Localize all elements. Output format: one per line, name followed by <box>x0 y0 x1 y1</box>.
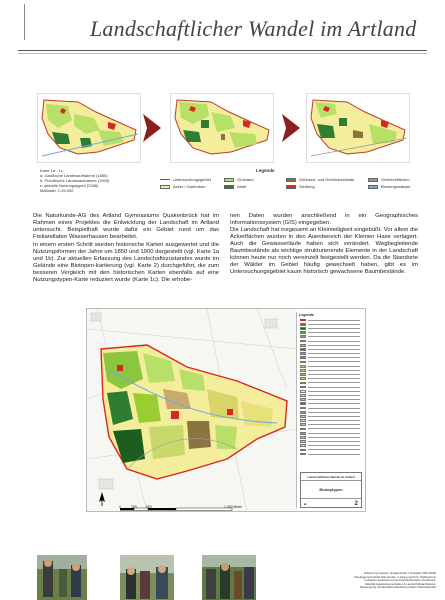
legend-swatch <box>300 377 306 380</box>
legend-swatch <box>300 444 306 447</box>
legend-swatch <box>300 335 306 338</box>
legend-swatch <box>286 178 296 182</box>
legend-swatch <box>160 185 170 189</box>
header-vertical-rule <box>24 4 25 40</box>
legend-swatch <box>300 340 306 343</box>
legend-label: Gebüsch- und Gehölzbestände <box>299 177 355 182</box>
legend-label: Acker / Gartenbau <box>173 184 206 189</box>
legend-swatch <box>300 344 306 347</box>
map-1a <box>37 93 141 163</box>
scale-label: 1.000 Meter <box>224 505 243 509</box>
credits-line: In Zusammenarbeit mit der Fachhochschule Osnabrück, <box>364 578 436 583</box>
legend-text-line <box>308 420 360 421</box>
legend-text-line <box>308 361 360 362</box>
legend-text-line <box>308 341 360 342</box>
legend-text-line <box>308 328 360 329</box>
legend-text-line <box>308 387 360 388</box>
page-title: Landschaftlicher Wandel im Artland <box>90 16 417 41</box>
title-underline-secondary <box>18 53 427 54</box>
legend-text-line <box>308 349 360 350</box>
legend-swatch <box>224 185 234 189</box>
legend-swatch <box>300 440 306 443</box>
legend-label: Wald <box>237 184 246 189</box>
legend-text-line <box>308 445 360 446</box>
legend-text-line <box>308 357 360 358</box>
legend-text-line <box>308 366 360 367</box>
caption-line: c: aktuelle Nutzungstypen (2006) <box>40 183 99 188</box>
legend-swatch <box>300 327 306 330</box>
legend-item <box>224 177 253 182</box>
legend-text-line <box>308 324 360 325</box>
legend-swatch <box>300 319 306 322</box>
credits-line: Artland Gymnasium Quakenbrück / Schuljahr 2007/2008 <box>363 571 436 575</box>
credits <box>318 572 436 590</box>
credits-line: Studiengang Landschaftsentwicklung (Martin Winkelbrandt) <box>359 585 436 590</box>
legend-item <box>160 177 211 182</box>
legend-swatch <box>300 369 306 372</box>
legend-swatch <box>160 179 170 180</box>
map-1b <box>170 93 274 163</box>
scale-label: 0 <box>119 505 121 509</box>
legend-swatch <box>300 402 306 405</box>
legend-text-line <box>308 449 360 450</box>
legend-text-line <box>308 454 360 455</box>
legend-swatch <box>300 394 306 397</box>
photo-fieldwork-1 <box>37 555 87 600</box>
legend-text-line <box>308 345 360 346</box>
credits-line: Fakultät Agrarwissenschaften & Landschaftsarchitektur, <box>364 581 436 586</box>
credits-line: Arbeitsgemeinschaft Naturkunde / Leitung durch R. Wellinghorst <box>353 574 436 579</box>
caption-line: a: Gaußsche Landesaufnahme (1850) <box>40 173 108 178</box>
legend-text-line <box>308 433 360 434</box>
legend-swatch <box>300 348 306 351</box>
legend-swatch <box>300 356 306 359</box>
caption-line: Maßstab: 1:15.000 <box>40 188 74 193</box>
legend-item <box>286 184 315 189</box>
arrow-right-icon <box>280 110 304 146</box>
biotope-map-drawing <box>87 309 297 512</box>
text-column-right <box>230 213 418 276</box>
legend-swatch <box>224 178 234 182</box>
legend-swatch <box>368 178 378 182</box>
legend-text-line <box>308 424 360 425</box>
biotope-legend-title: Legende <box>299 313 314 317</box>
legend-swatch <box>300 423 306 426</box>
map-title-box <box>300 472 362 508</box>
title-underline <box>18 50 427 51</box>
legend-text-line <box>308 408 360 409</box>
legend-swatch <box>300 411 306 414</box>
legend-swatch <box>300 365 306 368</box>
scale-label: 250 <box>131 505 137 509</box>
scale-bar <box>120 500 240 506</box>
legend-item <box>160 184 205 189</box>
legend-text-line <box>308 378 360 379</box>
logo-icon: ◆ <box>304 501 307 506</box>
legend-label: Untersuchungsgebiet <box>173 177 211 182</box>
legend-swatch <box>300 398 306 401</box>
title-box-body <box>301 481 361 499</box>
legend-swatch <box>300 415 306 418</box>
legend-text-line <box>308 332 360 333</box>
legend-swatch <box>300 323 306 326</box>
map-1c <box>306 93 410 163</box>
map-caption <box>40 168 109 193</box>
legend-text-line <box>308 382 360 383</box>
legend-text-line <box>308 416 360 417</box>
title-box-heading: Landschaftlicher Wandel im Artland <box>307 474 355 479</box>
paragraph: Die Naturkunde-AG des Artland Gymnasiums Quakenbrück hat im Rahmen eines Projektes die Entwicklung der Landschaft im Artland untersucht. Beispielhaft wurde dafür ein Gebiet rund um das Freilandlabor Wasserhausen bearbeitet. <box>33 213 219 241</box>
legend-text-line <box>308 336 360 337</box>
legend-item <box>368 184 411 189</box>
legend-text-line <box>308 370 360 371</box>
text-column-left <box>33 213 219 284</box>
legend-swatch <box>300 428 306 431</box>
legend-swatch <box>368 185 378 189</box>
legend-swatch <box>300 453 306 456</box>
scale-label: 500 <box>146 505 152 509</box>
legend-swatch <box>300 382 306 385</box>
legend-swatch <box>300 373 306 376</box>
legend-swatch <box>300 436 306 439</box>
title-box-footer <box>301 499 361 508</box>
legend-swatch <box>300 361 306 364</box>
paragraph: In einem ersten Schritt wurden historische Karten ausgewertet und die Nutzungsformen der Jahre um 1850 und 1900 dargestellt (vgl. Karte 1a und 1b). Zur aktuellen Erfassung des Landschaftszustandes wurde im Gelände eine Biotopen-kartierung (vgl. Karte 2) durchgeführt, die zum besseren Vergleich mit den historischen Karten ebenfalls auf eine Nutzungstypen-Karte reduziert wurde (Karte 1c). Die erhobe- <box>33 242 219 284</box>
caption-line: b: Preußische Landesaufnahme (1900) <box>40 178 110 183</box>
legend-text-line <box>308 320 360 321</box>
legend-text-line <box>308 395 360 396</box>
legend-label: Verkehrsflächen <box>381 177 410 182</box>
legend-text-line <box>308 428 360 429</box>
north-arrow-icon <box>99 492 105 506</box>
legend-swatch <box>300 419 306 422</box>
legend-swatch <box>300 386 306 389</box>
legend-text-line <box>308 353 360 354</box>
legend-text-line <box>308 403 360 404</box>
legend-label: Siedlung <box>299 184 315 189</box>
caption-line: Karte 1a - 1c <box>40 168 63 173</box>
legend-title: Legende <box>256 168 275 173</box>
legend-swatch <box>300 432 306 435</box>
legend-text-line <box>308 437 360 438</box>
title-box-header <box>301 473 361 481</box>
paragraph: Die Landschaft hat insgesamt an Kleinteiligkeit eingebüßt. Vor allem die Ackerflächen wurden in den Auenbereich der Kleinen Hase verlagert. Auch die Gewässerläufe haben sich verändert. Wegbegleitende Baumbestände als wichtige strukturierende Elemente in der Landschaft können heute nur noch vereinzelt festgestellt werden. Da die Standorte der Wälder im Gebiet häufig gewechselt haben, gibt es im Untersuchungsgebiet kaum historisch gewachsene Baumbestände. <box>230 227 418 276</box>
title-box-subtitle: Biotoptypen <box>319 487 343 492</box>
legend-text-line <box>308 374 360 375</box>
legend-text-line <box>308 441 360 442</box>
legend-label: Binnengewässer <box>381 184 411 189</box>
legend-swatch <box>300 449 306 452</box>
legend-item <box>224 184 246 189</box>
legend-swatch <box>286 185 296 189</box>
legend-swatch <box>300 352 306 355</box>
legend-text-line <box>308 399 360 400</box>
photo-fieldwork-2 <box>120 555 174 600</box>
map-number: 2 <box>354 500 358 507</box>
legend-label: Grünland <box>237 177 254 182</box>
paragraph: nen Daten wurden anschließend in ein Geographisches Informationssystem (GIS) eingegeben. <box>230 213 418 227</box>
legend-text-line <box>308 391 360 392</box>
legend-text-line <box>308 412 360 413</box>
arrow-right-icon <box>141 110 165 146</box>
legend-item <box>368 177 410 182</box>
legend-row <box>297 452 364 456</box>
legend-swatch <box>300 390 306 393</box>
legend-swatch <box>300 331 306 334</box>
legend-swatch <box>300 407 306 410</box>
photo-fieldwork-3 <box>202 555 256 600</box>
legend-item <box>286 177 354 182</box>
